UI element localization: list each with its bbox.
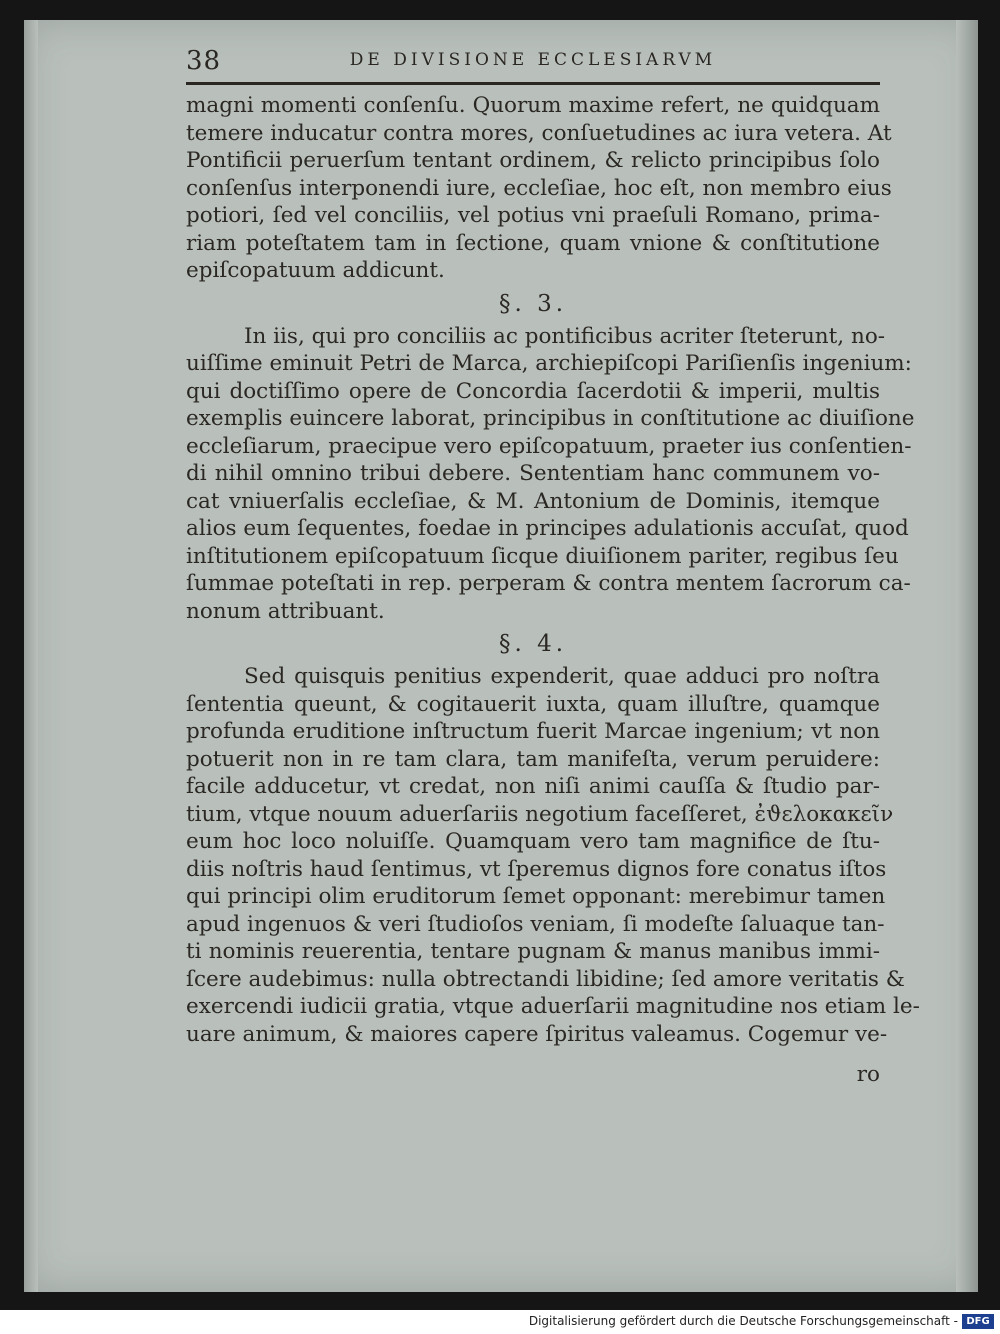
text-line: di nihil omnino tribui debere. Sententiam hanc communem vo- [186, 461, 880, 486]
text-line: diis noſtris haud ſentimus, vt ſperemus dignos fore conatus iſtos [186, 856, 887, 882]
text-line: apud ingenuos & veri ſtudioſos veniam, ſi modeſte ſaluaque tan- [186, 911, 885, 937]
section-4-paragraph [186, 663, 920, 1048]
text-line: alios eum ſequentes, foedae in principes adulationis accuſat, quod [186, 516, 909, 541]
text-line: In iis, qui pro conciliis ac pontificibus acriter ſteterunt, no- [244, 323, 886, 349]
paragraph-continued [186, 92, 892, 285]
catchword: ro [856, 1062, 880, 1087]
text-line: ti nominis reuerentia, tentare pugnam & manus manibus immi- [186, 939, 880, 964]
text-line: potiori, ſed vel conciliis, vel potius vni praeſuli Romano, prima- [186, 203, 880, 228]
text-line: temere inducatur contra mores, conſuetudines ac iura vetera. At [186, 120, 892, 146]
section-mark-4: §. 4. [498, 631, 568, 657]
text-line: inſtitutionem epiſcopatuum ſicque diuiſionem pariter, regibus ſeu [186, 543, 899, 569]
header-rule [186, 82, 880, 85]
text-line: uare animum, & maiores capere ſpiritus valeamus. Cogemur ve- [186, 1021, 888, 1047]
running-title: DE DIVISIONE ECCLESIARVM [349, 50, 717, 70]
text-line: eccleſiarum, praecipue vero epiſcopatuum, praeter ius conſentien- [186, 433, 912, 459]
text-line: eum hoc loco noluiſſe. Quamquam vero tam magnifice de ſtu- [186, 829, 880, 854]
running-head [186, 42, 880, 82]
text-line: facile adducetur, vt credat, non niſi animi cauſſa & ſtudio par- [186, 774, 880, 799]
text-line: tium, vtque nouum aduerſariis negotium faceſſeret, ἐϑελοκακεῖν [186, 801, 894, 827]
text-line: qui principi olim eruditorum ſemet opponant: merebimur tamen [186, 884, 886, 909]
text-line: Sed quisquis penitius expenderit, quae adduci pro noſtra [244, 664, 880, 689]
text-line: cat vniuerſalis eccleſiae, & M. Antonium de Dominis, itemque [186, 488, 880, 514]
page-number: 38 [186, 46, 222, 76]
text-line: profunda eruditione inſtructum fuerit Marcae ingenium; vt non [186, 719, 880, 744]
text-line: riam poteſtatem tam in ſectione, quam vnione & conſtitutione [186, 230, 880, 256]
page-edge-shadow [956, 20, 978, 1292]
text-line: uiſſime eminuit Petri de Marca, archiepiſcopi Pariſienſis ingenium: [186, 351, 912, 376]
text-line: epiſcopatuum addicunt. [186, 258, 445, 283]
digitization-footer [0, 1310, 1000, 1334]
text-line: exercendi iudicii gratia, vtque aduerſarii magnitudine nos etiam le- [186, 994, 920, 1019]
text-line: ſententia queunt, & cogitauerit iuxta, quam illuſtre, quamque [186, 691, 880, 717]
text-line: exemplis euincere laborat, principibus in conſtitutione ac diuiſione [186, 406, 915, 431]
section-3-paragraph [186, 323, 915, 626]
text-line: ſcere audebimus: nulla obtrectandi libidine; ſed amore veritatis & [186, 966, 905, 992]
text-line: conſenſus interponendi iure, eccleſiae, hoc eſt, non membro eius [186, 175, 892, 201]
dfg-logo-icon: DFG [962, 1314, 994, 1329]
page-gutter-shadow [24, 20, 38, 1292]
section-mark-3: §. 3. [498, 290, 568, 317]
text-line: qui doctiſſimo opere de Concordia ſacerdotii & imperii, multis [186, 378, 880, 404]
text-line: magni momenti conſenſu. Quorum maxime refert, ne quidquam [186, 93, 880, 118]
text-line: Pontificii peruerſum tentant ordinem, & relicto principibus ſolo [186, 148, 880, 173]
funding-credit: Digitalisierung gefördert durch die Deutsche Forschungsgemeinschaft - [528, 1314, 958, 1328]
body-text [186, 92, 920, 1048]
text-line: ſummae poteſtati in rep. perperam & contra mentem ſacrorum ca- [186, 571, 911, 596]
text-line: potuerit non in re tam clara, tam manifeſta, verum peruidere: [186, 746, 880, 772]
text-line: nonum attribuant. [186, 598, 385, 624]
